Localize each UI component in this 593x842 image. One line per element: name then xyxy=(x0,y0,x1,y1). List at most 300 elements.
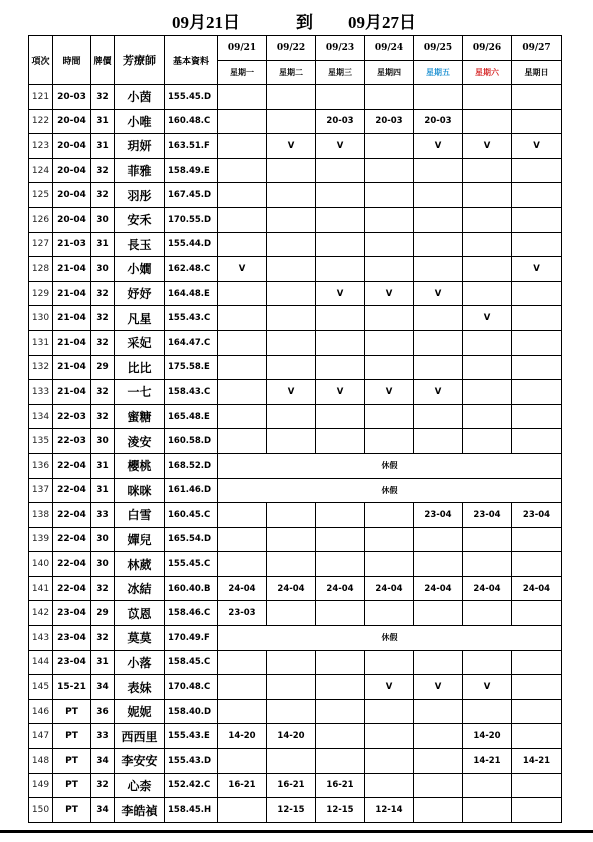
row-number: 136 xyxy=(29,453,53,478)
row-day-cell xyxy=(267,232,316,257)
table-row xyxy=(29,85,562,110)
header-weekday: 星期一 xyxy=(218,61,267,85)
header-weekday: 星期三 xyxy=(316,61,365,85)
row-day-cell: 20-03 xyxy=(316,109,365,134)
row-day-cell xyxy=(316,207,365,232)
row-number: 142 xyxy=(29,601,53,626)
bottom-rule xyxy=(0,830,593,833)
row-therapist-name: 羽彤 xyxy=(115,183,165,208)
row-day-cell: 16-21 xyxy=(316,773,365,798)
row-basic-info: 155.44.D xyxy=(165,232,218,257)
row-day-cell xyxy=(218,404,267,429)
row-number: 129 xyxy=(29,281,53,306)
row-price: 31 xyxy=(91,232,115,257)
row-therapist-name: 蜜糖 xyxy=(115,404,165,429)
row-price: 30 xyxy=(91,429,115,454)
row-day-cell xyxy=(267,355,316,380)
row-basic-info: 158.43.C xyxy=(165,380,218,405)
row-number: 139 xyxy=(29,527,53,552)
row-day-cell xyxy=(218,330,267,355)
row-day-cell: V xyxy=(463,306,512,331)
row-number: 130 xyxy=(29,306,53,331)
row-day-cell: V xyxy=(414,281,463,306)
header-date: 09/22 xyxy=(267,36,316,61)
row-basic-info: 155.43.C xyxy=(165,306,218,331)
row-time: 20-04 xyxy=(53,158,91,183)
row-time: 23-04 xyxy=(53,626,91,651)
row-day-cell xyxy=(267,429,316,454)
row-day-cell xyxy=(512,380,562,405)
row-day-off: 休假 xyxy=(218,626,562,651)
title-start-date: 09月21日 xyxy=(172,13,240,32)
row-price: 30 xyxy=(91,257,115,282)
row-day-cell xyxy=(316,675,365,700)
row-day-cell xyxy=(365,749,414,774)
row-day-cell xyxy=(218,650,267,675)
row-day-cell: V xyxy=(463,675,512,700)
row-day-cell: V xyxy=(414,134,463,159)
table-row xyxy=(29,650,562,675)
header-date: 09/26 xyxy=(463,36,512,61)
row-day-cell xyxy=(218,85,267,110)
row-therapist-name: 小茵 xyxy=(115,85,165,110)
row-day-cell xyxy=(218,281,267,306)
row-day-cell xyxy=(414,552,463,577)
row-day-cell xyxy=(267,257,316,282)
row-therapist-name: 菲雅 xyxy=(115,158,165,183)
row-day-cell: 14-20 xyxy=(267,724,316,749)
row-day-cell xyxy=(512,183,562,208)
row-day-cell xyxy=(463,183,512,208)
header-weekday-friday: 星期五 xyxy=(414,61,463,85)
row-therapist-name: 莫莫 xyxy=(115,626,165,651)
row-day-cell: V xyxy=(365,675,414,700)
row-price: 34 xyxy=(91,749,115,774)
row-day-cell: 23-04 xyxy=(463,503,512,528)
row-day-cell xyxy=(316,257,365,282)
row-number: 122 xyxy=(29,109,53,134)
row-number: 131 xyxy=(29,330,53,355)
row-day-cell xyxy=(365,699,414,724)
row-day-cell xyxy=(512,355,562,380)
table-row xyxy=(29,134,562,159)
row-day-cell xyxy=(414,257,463,282)
row-number: 146 xyxy=(29,699,53,724)
table-row xyxy=(29,576,562,601)
row-day-cell xyxy=(267,306,316,331)
row-day-cell xyxy=(218,798,267,823)
row-therapist-name: 冰結 xyxy=(115,576,165,601)
row-price: 31 xyxy=(91,109,115,134)
row-day-cell xyxy=(365,355,414,380)
row-price: 32 xyxy=(91,306,115,331)
row-day-cell xyxy=(267,158,316,183)
row-therapist-name: 李安安 xyxy=(115,749,165,774)
row-day-cell xyxy=(414,773,463,798)
row-therapist-name: 心柰 xyxy=(115,773,165,798)
row-day-cell xyxy=(512,158,562,183)
row-basic-info: 170.49.F xyxy=(165,626,218,651)
row-price: 32 xyxy=(91,773,115,798)
row-day-cell: 12-15 xyxy=(316,798,365,823)
header-date: 09/21 xyxy=(218,36,267,61)
row-price: 32 xyxy=(91,576,115,601)
header-no: 項次 xyxy=(29,36,53,85)
row-basic-info: 170.48.C xyxy=(165,675,218,700)
row-day-cell: V xyxy=(512,134,562,159)
row-day-cell xyxy=(218,134,267,159)
table-row xyxy=(29,232,562,257)
row-day-off: 休假 xyxy=(218,453,562,478)
row-day-cell xyxy=(365,306,414,331)
row-day-cell xyxy=(316,699,365,724)
row-basic-info: 160.45.C xyxy=(165,503,218,528)
row-basic-info: 155.43.E xyxy=(165,724,218,749)
row-time: 21-03 xyxy=(53,232,91,257)
row-number: 133 xyxy=(29,380,53,405)
row-day-cell xyxy=(316,85,365,110)
row-day-cell xyxy=(512,601,562,626)
row-day-cell xyxy=(365,601,414,626)
row-day-cell xyxy=(365,724,414,749)
row-price: 33 xyxy=(91,503,115,528)
row-day-cell xyxy=(218,699,267,724)
row-day-cell xyxy=(316,527,365,552)
row-therapist-name: 妤妤 xyxy=(115,281,165,306)
row-price: 32 xyxy=(91,330,115,355)
row-price: 32 xyxy=(91,626,115,651)
row-day-cell xyxy=(365,134,414,159)
row-day-cell xyxy=(414,404,463,429)
row-day-cell: 24-04 xyxy=(316,576,365,601)
row-price: 30 xyxy=(91,527,115,552)
row-time: 22-04 xyxy=(53,527,91,552)
row-time: 21-04 xyxy=(53,330,91,355)
row-basic-info: 163.51.F xyxy=(165,134,218,159)
row-day-cell: 23-03 xyxy=(218,601,267,626)
row-day-cell: 20-03 xyxy=(414,109,463,134)
row-day-cell xyxy=(267,650,316,675)
header-date: 09/23 xyxy=(316,36,365,61)
row-number: 127 xyxy=(29,232,53,257)
table-row xyxy=(29,478,562,503)
table-row xyxy=(29,675,562,700)
row-time: 20-03 xyxy=(53,85,91,110)
row-basic-info: 155.43.D xyxy=(165,749,218,774)
row-basic-info: 165.54.D xyxy=(165,527,218,552)
row-day-cell xyxy=(267,404,316,429)
row-day-cell xyxy=(463,330,512,355)
row-day-cell xyxy=(512,281,562,306)
row-day-cell xyxy=(512,675,562,700)
row-number: 144 xyxy=(29,650,53,675)
row-number: 125 xyxy=(29,183,53,208)
row-day-cell: 12-15 xyxy=(267,798,316,823)
row-day-cell xyxy=(218,749,267,774)
row-therapist-name: 小嫺 xyxy=(115,257,165,282)
row-basic-info: 160.48.C xyxy=(165,109,218,134)
row-time: 20-04 xyxy=(53,183,91,208)
row-day-cell xyxy=(365,257,414,282)
row-day-cell xyxy=(414,158,463,183)
row-time: 21-04 xyxy=(53,257,91,282)
row-day-cell xyxy=(512,798,562,823)
table-row xyxy=(29,404,562,429)
table-row xyxy=(29,552,562,577)
row-therapist-name: 一七 xyxy=(115,380,165,405)
row-day-cell xyxy=(365,650,414,675)
row-basic-info: 170.55.D xyxy=(165,207,218,232)
row-basic-info: 165.48.E xyxy=(165,404,218,429)
row-day-cell xyxy=(316,552,365,577)
row-time: 21-04 xyxy=(53,306,91,331)
row-day-cell xyxy=(316,158,365,183)
row-day-cell xyxy=(365,503,414,528)
row-day-cell xyxy=(316,404,365,429)
row-day-cell: 14-20 xyxy=(218,724,267,749)
row-day-cell xyxy=(316,183,365,208)
row-day-cell xyxy=(218,355,267,380)
row-day-cell xyxy=(512,773,562,798)
row-time: 22-04 xyxy=(53,503,91,528)
row-day-cell xyxy=(463,601,512,626)
row-therapist-name: 白雪 xyxy=(115,503,165,528)
row-day-cell xyxy=(267,503,316,528)
row-time: PT xyxy=(53,699,91,724)
row-time: 23-04 xyxy=(53,650,91,675)
row-day-cell xyxy=(463,257,512,282)
row-day-cell xyxy=(463,355,512,380)
row-basic-info: 158.49.E xyxy=(165,158,218,183)
row-time: PT xyxy=(53,724,91,749)
row-price: 33 xyxy=(91,724,115,749)
row-time: 22-03 xyxy=(53,429,91,454)
row-day-cell xyxy=(365,773,414,798)
row-day-cell: 16-21 xyxy=(218,773,267,798)
row-day-cell xyxy=(365,404,414,429)
row-day-cell xyxy=(414,601,463,626)
row-basic-info: 155.45.C xyxy=(165,552,218,577)
row-day-cell xyxy=(365,183,414,208)
row-day-cell xyxy=(414,306,463,331)
row-price: 36 xyxy=(91,699,115,724)
row-day-cell: V xyxy=(365,380,414,405)
row-day-cell xyxy=(512,109,562,134)
row-day-cell xyxy=(316,601,365,626)
row-number: 147 xyxy=(29,724,53,749)
row-day-cell xyxy=(463,429,512,454)
row-day-cell xyxy=(414,429,463,454)
header-weekday: 星期二 xyxy=(267,61,316,85)
row-day-cell xyxy=(463,85,512,110)
row-day-cell xyxy=(463,650,512,675)
row-therapist-name: 采妃 xyxy=(115,330,165,355)
row-time: 21-04 xyxy=(53,380,91,405)
table-row xyxy=(29,281,562,306)
row-therapist-name: 嬋兒 xyxy=(115,527,165,552)
header-date-row xyxy=(29,36,562,61)
row-day-cell xyxy=(414,183,463,208)
row-day-cell xyxy=(316,503,365,528)
table-row xyxy=(29,626,562,651)
row-day-cell xyxy=(463,232,512,257)
row-number: 140 xyxy=(29,552,53,577)
row-day-cell: 24-04 xyxy=(218,576,267,601)
table-row xyxy=(29,749,562,774)
row-price: 30 xyxy=(91,207,115,232)
row-time: 22-03 xyxy=(53,404,91,429)
row-day-cell xyxy=(414,355,463,380)
row-price: 31 xyxy=(91,650,115,675)
row-number: 138 xyxy=(29,503,53,528)
row-number: 150 xyxy=(29,798,53,823)
row-day-cell xyxy=(414,207,463,232)
row-day-cell xyxy=(267,109,316,134)
table-row xyxy=(29,724,562,749)
row-day-cell xyxy=(463,404,512,429)
row-day-cell xyxy=(365,330,414,355)
row-basic-info: 161.46.D xyxy=(165,478,218,503)
row-day-cell xyxy=(414,699,463,724)
row-therapist-name: 西西里 xyxy=(115,724,165,749)
row-time: 22-04 xyxy=(53,478,91,503)
row-price: 32 xyxy=(91,158,115,183)
row-day-cell xyxy=(267,183,316,208)
row-day-cell xyxy=(218,675,267,700)
row-day-cell: 14-20 xyxy=(463,724,512,749)
row-day-cell xyxy=(512,527,562,552)
row-price: 32 xyxy=(91,183,115,208)
table-row xyxy=(29,306,562,331)
row-day-cell xyxy=(365,552,414,577)
row-therapist-name: 玥妍 xyxy=(115,134,165,159)
row-number: 121 xyxy=(29,85,53,110)
row-price: 31 xyxy=(91,478,115,503)
row-day-cell xyxy=(218,158,267,183)
schedule-table xyxy=(28,35,562,823)
row-therapist-name: 小唯 xyxy=(115,109,165,134)
row-day-cell: 16-21 xyxy=(267,773,316,798)
row-day-cell xyxy=(414,724,463,749)
row-therapist-name: 長玉 xyxy=(115,232,165,257)
row-day-cell xyxy=(218,306,267,331)
row-day-cell xyxy=(512,429,562,454)
row-number: 148 xyxy=(29,749,53,774)
row-basic-info: 162.48.C xyxy=(165,257,218,282)
table-row xyxy=(29,183,562,208)
row-day-cell: 24-04 xyxy=(512,576,562,601)
row-basic-info: 158.46.C xyxy=(165,601,218,626)
row-therapist-name: 安禾 xyxy=(115,207,165,232)
row-therapist-name: 林葳 xyxy=(115,552,165,577)
row-day-cell xyxy=(414,85,463,110)
row-day-cell xyxy=(512,330,562,355)
row-day-cell xyxy=(463,109,512,134)
row-day-cell xyxy=(316,355,365,380)
row-basic-info: 167.45.D xyxy=(165,183,218,208)
row-number: 135 xyxy=(29,429,53,454)
row-price: 31 xyxy=(91,453,115,478)
row-day-cell xyxy=(512,306,562,331)
table-row xyxy=(29,527,562,552)
row-price: 34 xyxy=(91,798,115,823)
row-time: PT xyxy=(53,773,91,798)
row-day-cell: 14-21 xyxy=(463,749,512,774)
row-price: 32 xyxy=(91,281,115,306)
row-day-cell xyxy=(267,675,316,700)
table-row xyxy=(29,207,562,232)
row-day-cell xyxy=(512,552,562,577)
header-weekday: 星期日 xyxy=(512,61,562,85)
row-day-cell xyxy=(218,232,267,257)
table-row xyxy=(29,503,562,528)
row-day-cell xyxy=(316,429,365,454)
row-basic-info: 175.58.E xyxy=(165,355,218,380)
row-day-cell xyxy=(218,552,267,577)
row-number: 124 xyxy=(29,158,53,183)
row-day-cell xyxy=(463,699,512,724)
row-day-cell xyxy=(365,527,414,552)
row-day-cell xyxy=(365,232,414,257)
row-basic-info: 158.45.C xyxy=(165,650,218,675)
row-number: 128 xyxy=(29,257,53,282)
row-day-cell xyxy=(316,306,365,331)
row-day-cell xyxy=(463,207,512,232)
header-weekday: 星期四 xyxy=(365,61,414,85)
row-day-cell xyxy=(512,85,562,110)
table-row xyxy=(29,355,562,380)
row-day-cell: V xyxy=(316,380,365,405)
row-day-cell xyxy=(316,724,365,749)
row-day-cell: V xyxy=(365,281,414,306)
row-day-off: 休假 xyxy=(218,478,562,503)
row-number: 141 xyxy=(29,576,53,601)
row-time: 21-04 xyxy=(53,355,91,380)
row-day-cell: 24-04 xyxy=(463,576,512,601)
row-number: 145 xyxy=(29,675,53,700)
row-basic-info: 158.45.H xyxy=(165,798,218,823)
table-row xyxy=(29,380,562,405)
table-row xyxy=(29,330,562,355)
header-date: 09/27 xyxy=(512,36,562,61)
row-day-cell xyxy=(218,207,267,232)
row-day-cell xyxy=(267,281,316,306)
row-number: 149 xyxy=(29,773,53,798)
row-basic-info: 168.52.D xyxy=(165,453,218,478)
table-row xyxy=(29,109,562,134)
row-day-cell xyxy=(218,380,267,405)
schedule-title xyxy=(0,11,593,35)
row-day-cell: 24-04 xyxy=(267,576,316,601)
row-day-cell xyxy=(365,207,414,232)
row-day-cell: V xyxy=(267,134,316,159)
row-time: 22-04 xyxy=(53,453,91,478)
row-day-cell xyxy=(512,724,562,749)
row-day-cell xyxy=(414,749,463,774)
row-day-cell: V xyxy=(267,380,316,405)
row-day-cell xyxy=(365,85,414,110)
row-day-cell: V xyxy=(316,134,365,159)
row-day-cell: V xyxy=(512,257,562,282)
row-day-cell xyxy=(414,232,463,257)
header-date: 09/24 xyxy=(365,36,414,61)
title-to: 到 xyxy=(296,13,313,32)
row-day-cell xyxy=(463,552,512,577)
row-time: PT xyxy=(53,798,91,823)
row-time: 22-04 xyxy=(53,552,91,577)
row-time: PT xyxy=(53,749,91,774)
header-date: 09/25 xyxy=(414,36,463,61)
